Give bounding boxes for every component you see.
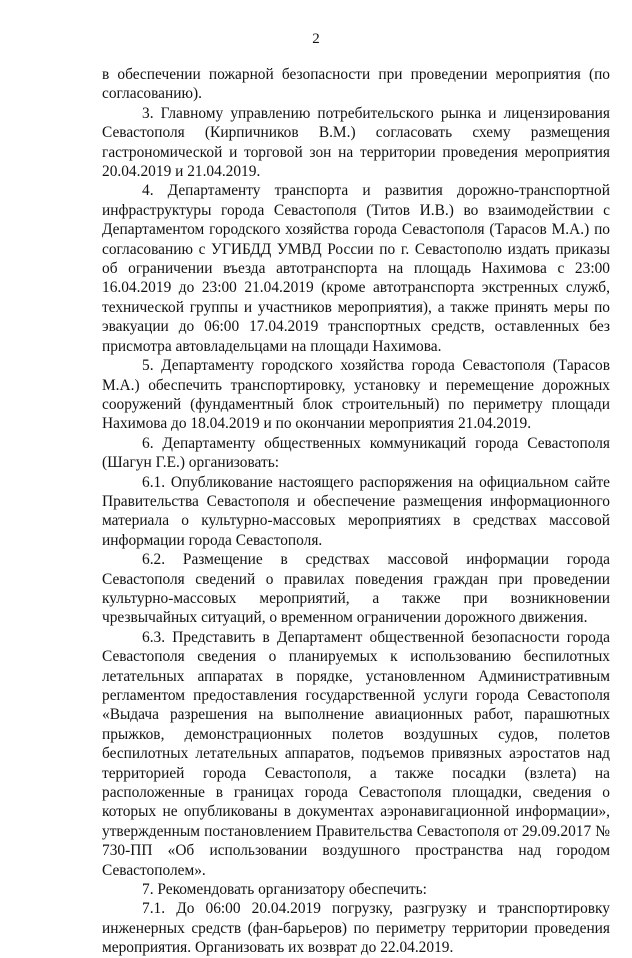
paragraph-item-3: 3. Главному управлению потребительского рынка и лицензирования Севастополя (Кирпичников В.М.) согласовать схему размещения гастрономической и торговой зон на территории проведения мероприятия 20.04.2019 и 21.04.2019. <box>102 104 610 181</box>
paragraph-item-6-1: 6.1. Опубликование настоящего распоряжения на официальном сайте Правительства Севастополя и обеспечение размещения информационного материала о культурно-массовых мероприятиях в средствах массовой информации города Севастополя. <box>102 473 610 549</box>
page-number: 2 <box>312 31 320 47</box>
paragraph-item-6-2: 6.2. Размещение в средствах массовой информации города Севастополя сведений о правилах поведения граждан при проведении культурно-массовых мероприятий, а также при возникновении чрезвычайных ситуаций, о временном ограничении дорожного движения. <box>102 551 610 627</box>
document-body <box>102 65 610 958</box>
paragraph-item-7-1: 7.1. До 06:00 20.04.2019 погрузку, разгрузку и транспортировку инженерных средств (фан-барьеров) по периметру территории проведения мероприятия. Организовать их возврат до 22.04.2019. <box>102 900 610 957</box>
paragraph-item-5: 5. Департаменту городского хозяйства города Севастополя (Тарасов М.А.) обеспечить транспортировку, установку и перемещение дорожных сооружений (фундаментный блок строительный) по периметру площади Нахимова до 18.04.2019 и по окончании мероприятия 21.04.2019. <box>102 357 610 433</box>
paragraph-item-7: 7. Рекомендовать организатору обеспечить: <box>142 881 427 899</box>
paragraph-item-4: 4. Департаменту транспорта и развития дорожно-транспортной инфраструктуры города Севастополя (Титов И.В.) во взаимодействии с Департаментом городского хозяйства города Севастополя (Тарасов М.А.) по согласованию с УГИБДД УМВД России по г. Севастополю издать приказы об ограничении въезда автотранспорта на площадь Нахимова с 23:00 16.04.2019 до 23:00 21.04.2019 (кроме автотранспорта экстренных служб, технической группы и участников мероприятия), а также принять меры по эвакуации до 06:00 17.04.2019 транспортных средств, оставленных без присмотра автовладельцами на площади Нахимова. <box>102 182 610 355</box>
paragraph-item-6-3: 6.3. Представить в Департамент общественной безопасности города Севастополя сведения о планируемых к использованию беспилотных летательных аппаратах в порядке, установленном Административным регламентом предоставления государственной услуги города Севастополя «Выдача разрешения на выполнение авиационных работ, парашютных прыжков, демонстрационных полетов воздушных судов, полетов беспилотных летательных аппаратов, подъемов привязных аэростатов над территорией города Севастополя, а также посадки (взлета) на расположенные в границах города Севастополя площадки, сведения о которых не опубликованы в документах аэронавигационной информации», утвержденным постановлением Правительства Севастополя от 29.09.2017 № 730-ПП «Об использовании воздушного пространства над городом Севастополем». <box>102 628 610 879</box>
paragraph-item-6: 6. Департаменту общественных коммуникаций города Севастополя (Шагун Г.Е.) организовать: <box>102 434 610 472</box>
paragraph-continuation: в обеспечении пожарной безопасности при проведении мероприятия (по согласованию). <box>102 66 610 103</box>
